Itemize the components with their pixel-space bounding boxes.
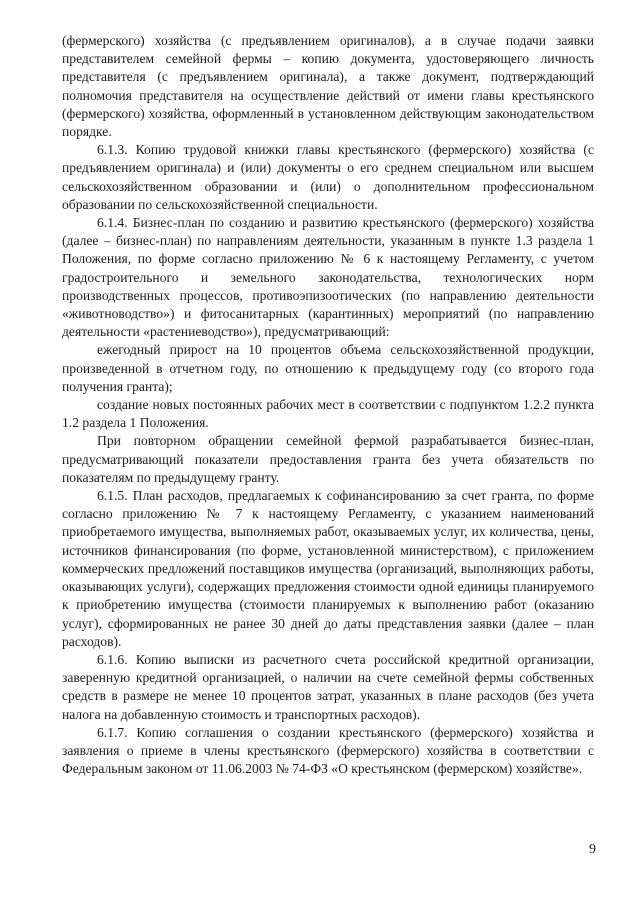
paragraph-repeat-application: При повторном обращении семейной фермой разрабатывается бизнес-план, предусматривающий показатели предоставления гранта без учета обязательств по показателям по предыдущему гранту. [62, 433, 594, 485]
paragraph-6-1-6: 6.1.6. Копию выписки из расчетного счета российской кредитной организации, заверенную кредитной организацией, о наличии на счете семейной фермы собственных средств в размере не менее 10 процентов затрат, указанных в плане расходов (без учета налога на добавленную стоимость и транспортных расходов). [62, 651, 594, 722]
paragraph-annual-growth: ежегодный прирост на 10 процентов объема сельскохозяйственной продукции, произведенной в отчетном году, по отношению к предыдущему году (со второго года получения гранта); [62, 342, 594, 394]
paragraph-6-1-4: 6.1.4. Бизнес-план по созданию и развитию крестьянского (фермерского) хозяйства (далее – бизнес-план) по направлениям деятельности, указанным в пункте 1.3 раздела 1 Положения, по форме согласно приложению № 6 к настоящему Регламенту, с учетом градостроительного и земельного законодательства, технологических норм производственных процессов, противоэпизоотических (по направлению деятельности «животноводство») и фитосанитарных (карантинных) мероприятий (по направлению деятельности «растениеводство»), предусматривающий: [62, 215, 594, 340]
page-number: 9 [589, 842, 596, 857]
paragraph-continuation: (фермерского) хозяйства (с предъявлением оригиналов), а в случае подачи заявки представителем семейной фермы – копию документа, удостоверяющего личность представителя (с предъявлением оригинала), а также документ, подтверждающий полномочия представителя на осуществление действий от имени главы крестьянского (фермерского) хозяйства, оформленный в установленном действующим законодательством порядке. [62, 33, 594, 140]
paragraph-6-1-7: 6.1.7. Копию соглашения о создании крестьянского (фермерского) хозяйства и заявления о приеме в члены крестьянского (фермерского) хозяйства в соответствии с Федеральным законом от 11.06.2003 № 74-ФЗ «О крестьянском (фермерском) хозяйстве». [62, 724, 594, 777]
paragraph-6-1-5: 6.1.5. План расходов, предлагаемых к софинансированию за счет гранта, по форме согласно приложению № 7 к настоящему Регламенту, с указанием наименований приобретаемого имущества, выполняемых работ, оказываемых услуг, их количества, цены, источников финансирования (по форме, установленной министерством), с приложением коммерческих предложений поставщиков имущества (организаций, выполняющих работы, оказывающих услуги), содержащих предложения стоимости одной единицы планируемого к приобретению имущества (стоимости планируемых к выполнению работ (оказанию услуг), сформированных не ранее 30 дней до даты представления заявки (далее – план расходов). [62, 488, 594, 649]
paragraph-6-1-3: 6.1.3. Копию трудовой книжки главы крестьянского (фермерского) хозяйства (с предъявлением оригинала) и (или) документы о его среднем специальном или высшем сельскохозяйственном образовании и (или) о дополнительном профессиональном образовании по сельскохозяйственной специальности. [62, 142, 594, 212]
document-body [62, 32, 594, 778]
paragraph-new-jobs: создание новых постоянных рабочих мест в соответствии с подпунктом 1.2.2 пункта 1.2 раздела 1 Положения. [62, 397, 594, 431]
